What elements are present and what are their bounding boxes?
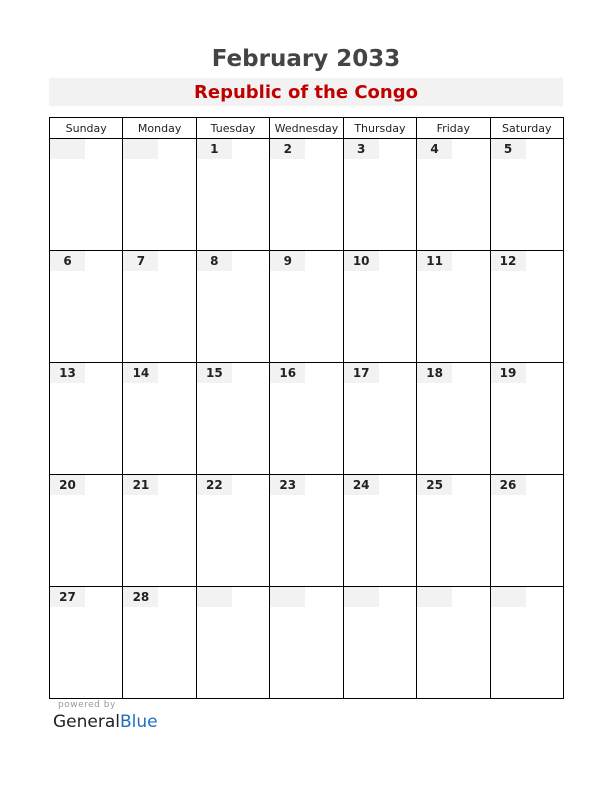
day-cell <box>196 139 269 251</box>
day-number: 12 <box>491 251 526 271</box>
day-cell <box>50 363 123 475</box>
day-number: 16 <box>270 363 305 383</box>
day-cell <box>123 475 196 587</box>
day-cell <box>490 363 563 475</box>
day-cell <box>490 475 563 587</box>
day-number <box>270 587 305 607</box>
day-cell <box>196 363 269 475</box>
month-title: February 2033 <box>211 46 401 72</box>
generalblue-logo[interactable] <box>53 712 158 732</box>
day-number: 1 <box>197 139 232 159</box>
week-row <box>50 475 564 587</box>
day-number: 9 <box>270 251 305 271</box>
calendar-grid <box>49 117 564 699</box>
day-cell <box>343 475 416 587</box>
day-cell <box>123 251 196 363</box>
day-number <box>123 139 158 159</box>
day-cell <box>196 587 269 699</box>
day-number: 13 <box>50 363 85 383</box>
day-number: 11 <box>417 251 452 271</box>
day-cell <box>343 363 416 475</box>
day-number: 14 <box>123 363 158 383</box>
country-name: Republic of the Congo <box>194 82 418 103</box>
day-cell <box>123 587 196 699</box>
day-number: 5 <box>491 139 526 159</box>
day-number: 27 <box>50 587 85 607</box>
day-cell <box>50 475 123 587</box>
day-number: 25 <box>417 475 452 495</box>
day-number <box>491 587 526 607</box>
weekday-header-row <box>50 118 564 139</box>
day-cell <box>343 587 416 699</box>
day-cell <box>123 363 196 475</box>
day-cell <box>270 587 343 699</box>
day-cell <box>196 475 269 587</box>
day-cell <box>270 363 343 475</box>
day-cell <box>490 139 563 251</box>
weekday-tuesday: Tuesday <box>196 118 269 139</box>
day-number: 17 <box>344 363 379 383</box>
day-number: 7 <box>123 251 158 271</box>
weekday-monday: Monday <box>123 118 196 139</box>
day-number: 26 <box>491 475 526 495</box>
day-number <box>50 139 85 159</box>
day-cell <box>123 139 196 251</box>
day-cell <box>196 251 269 363</box>
day-cell <box>270 475 343 587</box>
day-cell <box>417 251 490 363</box>
day-number: 22 <box>197 475 232 495</box>
day-number <box>197 587 232 607</box>
week-row <box>50 251 564 363</box>
day-cell <box>490 587 563 699</box>
day-number: 6 <box>50 251 85 271</box>
country-banner <box>49 78 563 106</box>
day-number: 20 <box>50 475 85 495</box>
day-number: 3 <box>344 139 379 159</box>
day-cell <box>417 139 490 251</box>
brand-blue: Blue <box>120 712 158 732</box>
day-number: 19 <box>491 363 526 383</box>
day-cell <box>417 363 490 475</box>
day-number <box>344 587 379 607</box>
day-number: 10 <box>344 251 379 271</box>
day-cell <box>50 587 123 699</box>
weekday-wednesday: Wednesday <box>270 118 343 139</box>
day-number: 8 <box>197 251 232 271</box>
powered-by-label: powered by <box>58 700 116 710</box>
weekday-saturday: Saturday <box>490 118 563 139</box>
weekday-thursday: Thursday <box>343 118 416 139</box>
day-cell <box>490 251 563 363</box>
day-number: 21 <box>123 475 158 495</box>
day-number: 4 <box>417 139 452 159</box>
week-row <box>50 139 564 251</box>
weekday-sunday: Sunday <box>50 118 123 139</box>
day-number <box>417 587 452 607</box>
day-number: 15 <box>197 363 232 383</box>
day-number: 23 <box>270 475 305 495</box>
week-row <box>50 587 564 699</box>
day-number: 18 <box>417 363 452 383</box>
day-cell <box>343 139 416 251</box>
day-cell <box>50 251 123 363</box>
day-cell <box>343 251 416 363</box>
week-row <box>50 363 564 475</box>
day-cell <box>270 139 343 251</box>
day-number: 2 <box>270 139 305 159</box>
day-number: 28 <box>123 587 158 607</box>
day-cell <box>270 251 343 363</box>
day-cell <box>50 139 123 251</box>
weekday-friday: Friday <box>417 118 490 139</box>
brand-general: General <box>53 712 120 732</box>
day-cell <box>417 587 490 699</box>
day-cell <box>417 475 490 587</box>
day-number: 24 <box>344 475 379 495</box>
